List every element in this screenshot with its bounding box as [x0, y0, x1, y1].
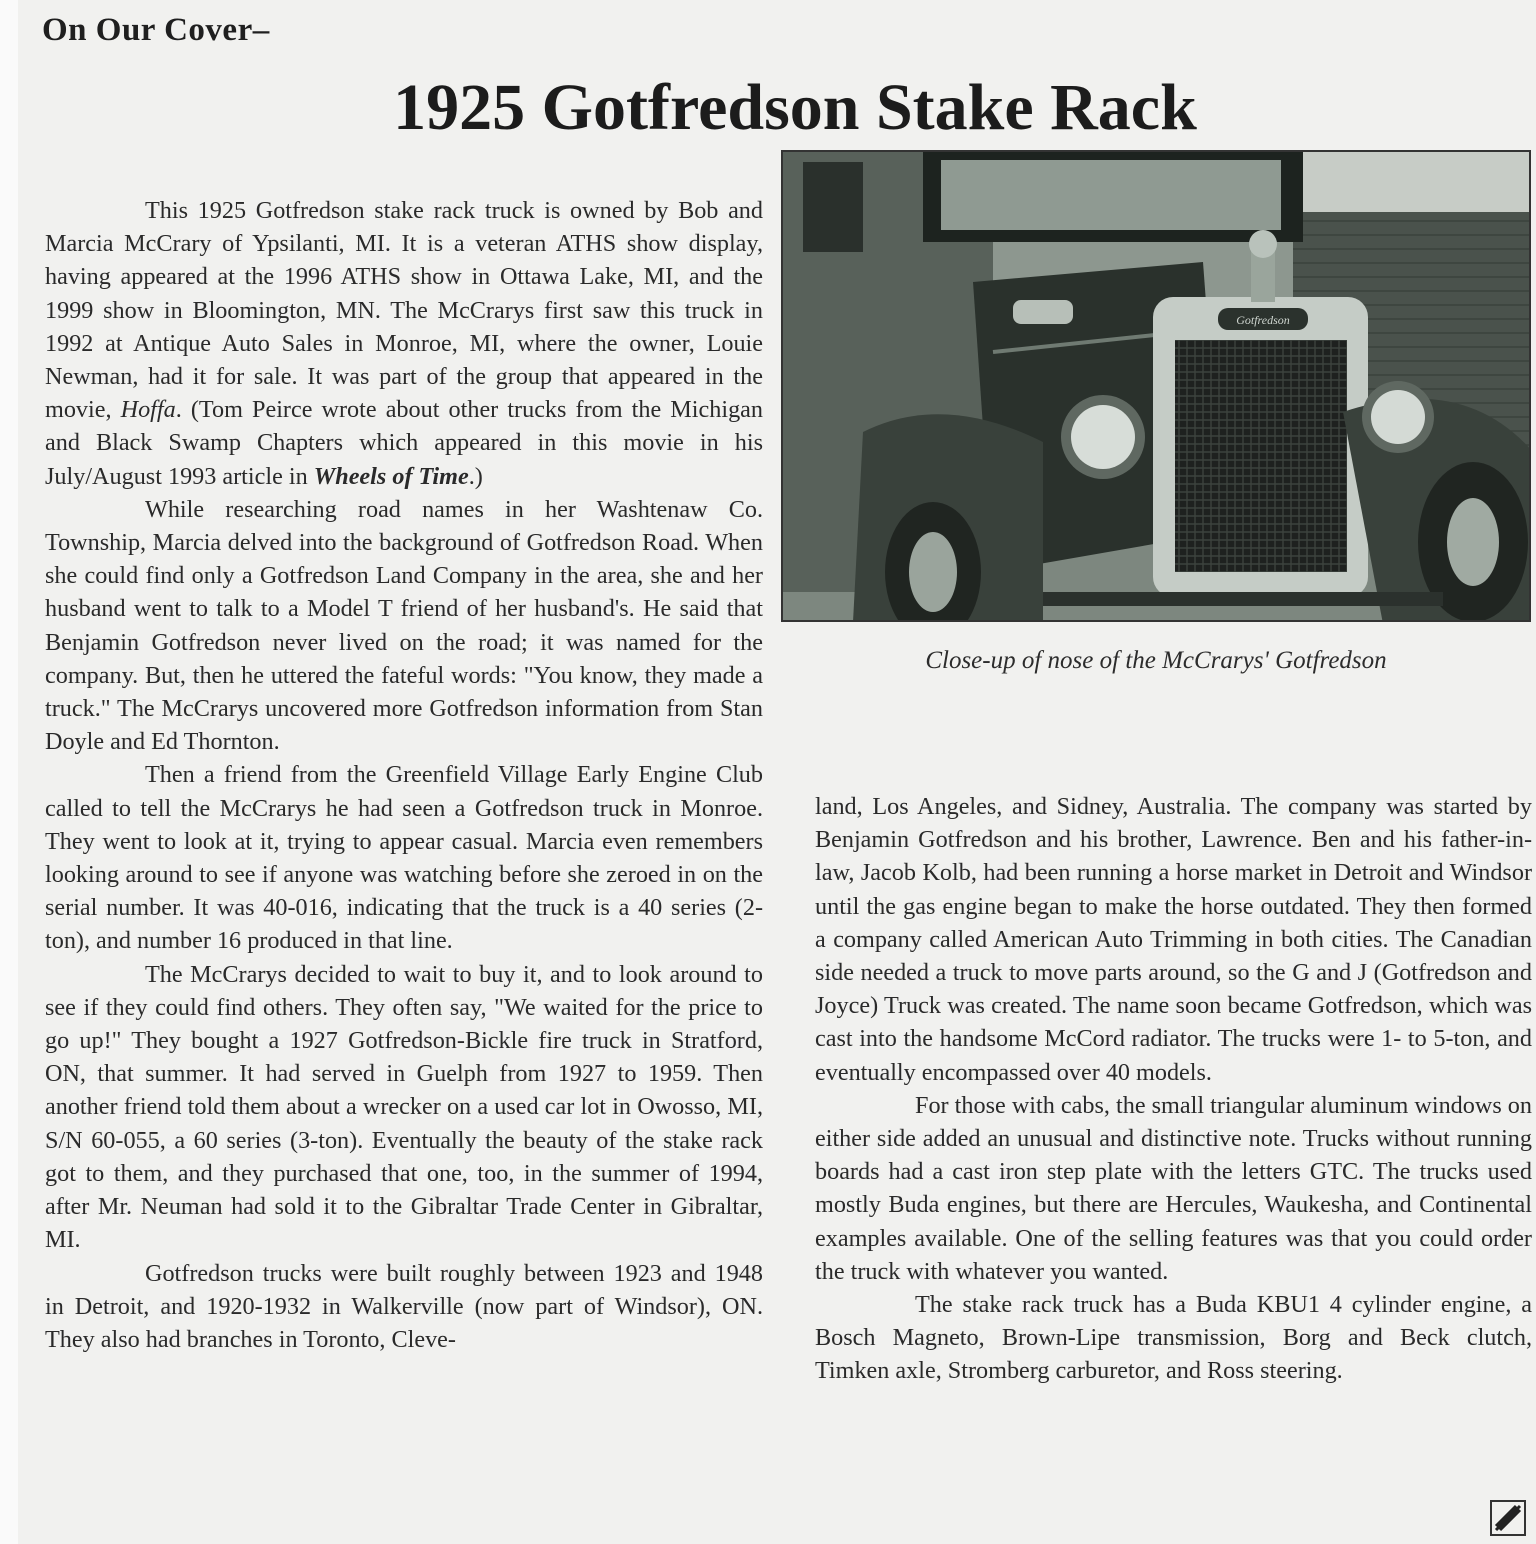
end-mark-icon	[1490, 1500, 1526, 1536]
article-title: 1925 Gotfredson Stake Rack	[393, 71, 1197, 144]
right-wheel-hub	[1447, 498, 1499, 586]
badge-text: Gotfredson	[1236, 313, 1290, 327]
radiator-grille	[1175, 340, 1347, 572]
cab-side-window	[803, 162, 863, 252]
truck-nose-illustration	[783, 152, 1531, 622]
scan-margin	[0, 0, 18, 1544]
windshield	[941, 160, 1281, 230]
right-headlight	[1371, 390, 1425, 444]
movie-title: Hoffa	[120, 396, 176, 424]
paragraph-history-cont: land, Los Angeles, and Sidney, Australia. The company was started by Benjamin Gotfredson and his brother, Lawrence. Ben and his father-in-law, Jacob Kolb, had been running a horse market in Detroit and Windsor until the gas engine began to make the horse outdated. They then formed a company called American Auto Trimming in both cities. The Canadian side needed a truck to move parts around, so the G and J (Gotfredson and Joyce) Truck was created. The name soon became Gotfredson, which was cast into the handsome McCord radiator. The trucks were 1- to 5-ton, and eventually encompassed over 40 models.	[815, 793, 1532, 1086]
paragraph-features: For those with cabs, the small triangular aluminum windows on either side added an unusual and distinctive note. Trucks without running boards had a cast iron step plate with the letters GTC. The trucks used mostly Buda engines, but there are Hercules, Waukesha, and Continental examples available. One of the selling features was that you could order the truck with whatever you wanted.	[815, 1091, 1532, 1285]
magazine-title: Wheels of Time	[313, 462, 469, 490]
motometer	[1249, 230, 1277, 258]
article-column-right	[815, 790, 1532, 1388]
paragraph-intro: This 1925 Gotfredson stake rack truck is owned by Bob and Marcia McCrary of Ypsilanti, MI. It is a veteran ATHS show display, having appeared at the 1996 ATHS show in Ottawa Lake, MI, and the 1999 show in Bloomington, MN. The McCrarys first saw this truck in 1992 at Antique Auto Sales in Monroe, MI, where the owner, Louie Newman, had it for sale. It was part of the group that appeared in the movie, Hoffa. (Tom Peirce wrote about other trucks from the Michigan and Black Swamp Chapters which appeared in this movie in his July/August 1993 article in Wheels of Time.)	[45, 197, 763, 490]
section-kicker: On Our Cover–	[42, 12, 270, 48]
paragraph-purchases: The McCrarys decided to wait to buy it, and to look around to see if they could find others. They often say, "We waited for the price to go up!" They bought a 1927 Gotfredson-Bickle fire truck in Stratford, ON, that summer. It had served in Guelph from 1927 to 1959. Then another friend told them about a wrecker on a used car lot in Owosso, MI, S/N 60-055, a 60 series (3-ton). Eventually the beauty of the stake rack got to them, and they purchased that one, too, in the summer of 1994, after Mr. Neuman had sold it to the Gibraltar Trade Center in Gibraltar, MI.	[45, 960, 763, 1254]
photo-caption: Close-up of nose of the McCrarys' Gotfredson	[925, 647, 1387, 674]
front-axle	[1043, 592, 1443, 606]
paragraph-research: While researching road names in her Washtenaw Co. Township, Marcia delved into the background of Gotfredson Road. When she could find only a Gotfredson Land Company in the area, she and her husband went to talk to a Model T friend of her husband's. He said that Benjamin Gotfredson never lived on the road; it was named for the company. But, then he uttered the fateful words: "You know, they made a truck." The McCrarys uncovered more Gotfredson information from Stan Doyle and Ed Thornton.	[45, 495, 763, 756]
paragraph-history-start: Gotfredson trucks were built roughly between 1923 and 1948 in Detroit, and 1920-1932 in Walkerville (now part of Windsor), ON. They also had branches in Toronto, Cleve-	[45, 1259, 763, 1353]
truck-photo	[781, 150, 1531, 622]
paragraph-serial: Then a friend from the Greenfield Village Early Engine Club called to tell the McCrarys he had seen a Gotfredson truck in Monroe. They went to look at it, trying to appear casual. Marcia even remembers looking around to see if anyone was watching before she zeroed in on the serial number. It was 40-016, indicating that the truck is a 40 series (2-ton), and number 16 produced in that line.	[45, 761, 763, 955]
left-headlight	[1071, 405, 1135, 469]
hood-emblem	[1013, 300, 1073, 324]
barn-window	[1293, 152, 1531, 212]
article-column-left	[45, 194, 763, 1356]
paragraph-specs: The stake rack truck has a Buda KBU1 4 cylinder engine, a Bosch Magneto, Brown-Lipe transmission, Borg and Beck clutch, Timken axle, Stromberg carburetor, and Ross steering.	[815, 1291, 1532, 1385]
left-wheel-hub	[909, 532, 957, 612]
